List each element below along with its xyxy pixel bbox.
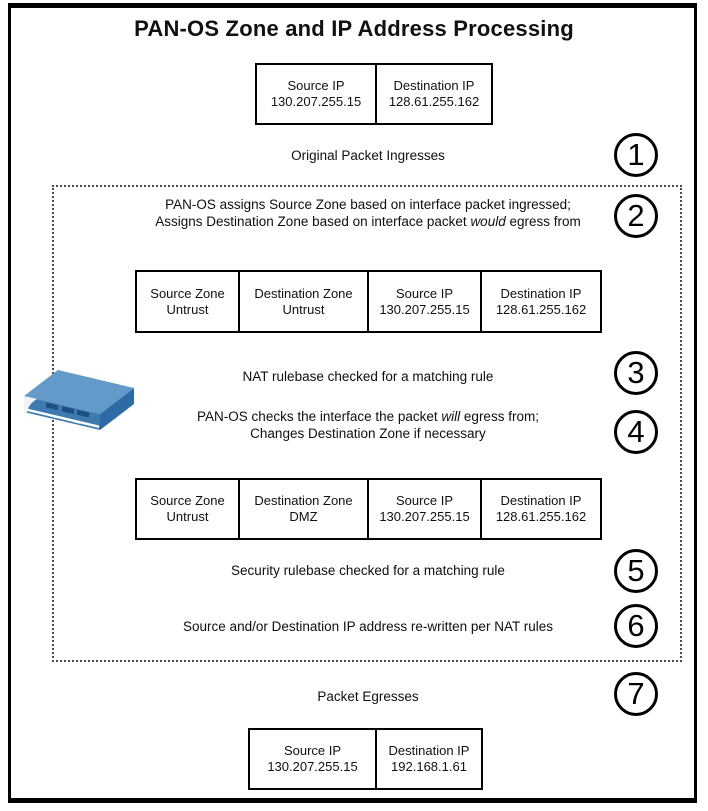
step-1-number-badge	[614, 133, 658, 177]
cell-value: 128.61.255.162	[495, 509, 587, 524]
page-title: PAN-OS Zone and IP Address Processing	[134, 16, 574, 41]
step-5-text: Security rulebase checked for a matching rule	[231, 563, 505, 578]
step-number: 2	[627, 198, 645, 233]
table-cell	[375, 730, 481, 788]
cell-header: Destination IP	[393, 78, 475, 93]
table-cell	[480, 480, 600, 538]
step-3-text: NAT rulebase checked for a matching rule	[242, 369, 494, 384]
step-number: 4	[627, 414, 645, 449]
cell-header: Source Zone	[150, 285, 225, 301]
step-number: 3	[627, 355, 645, 390]
cell-header: Destination IP	[500, 285, 582, 301]
step-number: 5	[627, 553, 645, 588]
step-7-number-badge	[614, 672, 658, 716]
cell-header: Source IP	[395, 493, 454, 508]
step-5-number-badge	[614, 549, 658, 593]
step-number: 1	[627, 137, 645, 172]
egress-packet-table	[248, 728, 483, 790]
step-6-text: Source and/or Destination IP address re-written per NAT rules	[183, 619, 553, 634]
step-4-text	[40, 408, 696, 442]
table-cell	[257, 65, 375, 123]
table-cell	[137, 272, 238, 331]
zone-table-post-egress-check	[135, 478, 602, 540]
step-number: 7	[627, 676, 645, 711]
cell-value: 130.207.255.15	[267, 759, 358, 774]
table-cell	[238, 272, 367, 331]
cell-header: Source IP	[287, 78, 345, 93]
step-number: 6	[627, 608, 645, 643]
cell-value: 130.207.255.15	[379, 301, 470, 317]
cell-header: Source Zone	[150, 493, 225, 508]
cell-header: Source IP	[395, 285, 454, 301]
cell-value: DMZ	[289, 509, 318, 524]
cell-header: Destination Zone	[254, 285, 353, 301]
cell-header: Destination IP	[388, 743, 470, 758]
step-2-text	[40, 196, 696, 230]
step-4-line2: Changes Destination Zone if necessary	[250, 426, 486, 441]
table-cell	[367, 272, 480, 331]
cell-value: Untrust	[166, 301, 209, 317]
table-cell	[238, 480, 367, 538]
step-6-number-badge	[614, 604, 658, 648]
cell-value: Untrust	[166, 509, 209, 524]
step-4-line1: PAN-OS checks the interface the packet	[197, 409, 442, 424]
step-2-number-badge	[614, 194, 658, 238]
step-4-number-badge	[614, 410, 658, 454]
step-4-line1-end: egress from;	[460, 409, 539, 424]
step-3-number-badge	[614, 351, 658, 395]
cell-value: 130.207.255.15	[379, 509, 470, 524]
table-cell	[367, 480, 480, 538]
zone-table-pre-nat	[135, 270, 602, 333]
table-cell	[480, 272, 600, 331]
cell-value: 130.207.255.15	[270, 94, 362, 109]
firewall-appliance-icon	[20, 360, 138, 442]
step-2-italic-word: would	[470, 214, 506, 229]
table-cell	[250, 730, 375, 788]
cell-value: Untrust	[282, 301, 325, 317]
cell-header: Destination Zone	[254, 493, 353, 508]
table-cell	[137, 480, 238, 538]
cell-header: Source IP	[283, 743, 342, 758]
step-2-line1: PAN-OS assigns Source Zone based on interface packet ingressed;	[165, 197, 571, 212]
step-4-italic-word: will	[441, 409, 461, 424]
cell-value: 192.168.1.61	[391, 759, 467, 774]
step-2-line2-end: egress from	[505, 214, 581, 229]
cell-value: 128.61.255.162	[388, 94, 480, 109]
step-2-line2: Assigns Destination Zone based on interface packet	[155, 214, 471, 229]
original-packet-table	[255, 63, 493, 125]
step-7-text: Packet Egresses	[317, 689, 419, 704]
cell-value: 128.61.255.162	[495, 301, 587, 317]
table-cell	[375, 65, 491, 123]
cell-header: Destination IP	[500, 493, 582, 508]
step-1-text: Original Packet Ingresses	[291, 148, 445, 163]
